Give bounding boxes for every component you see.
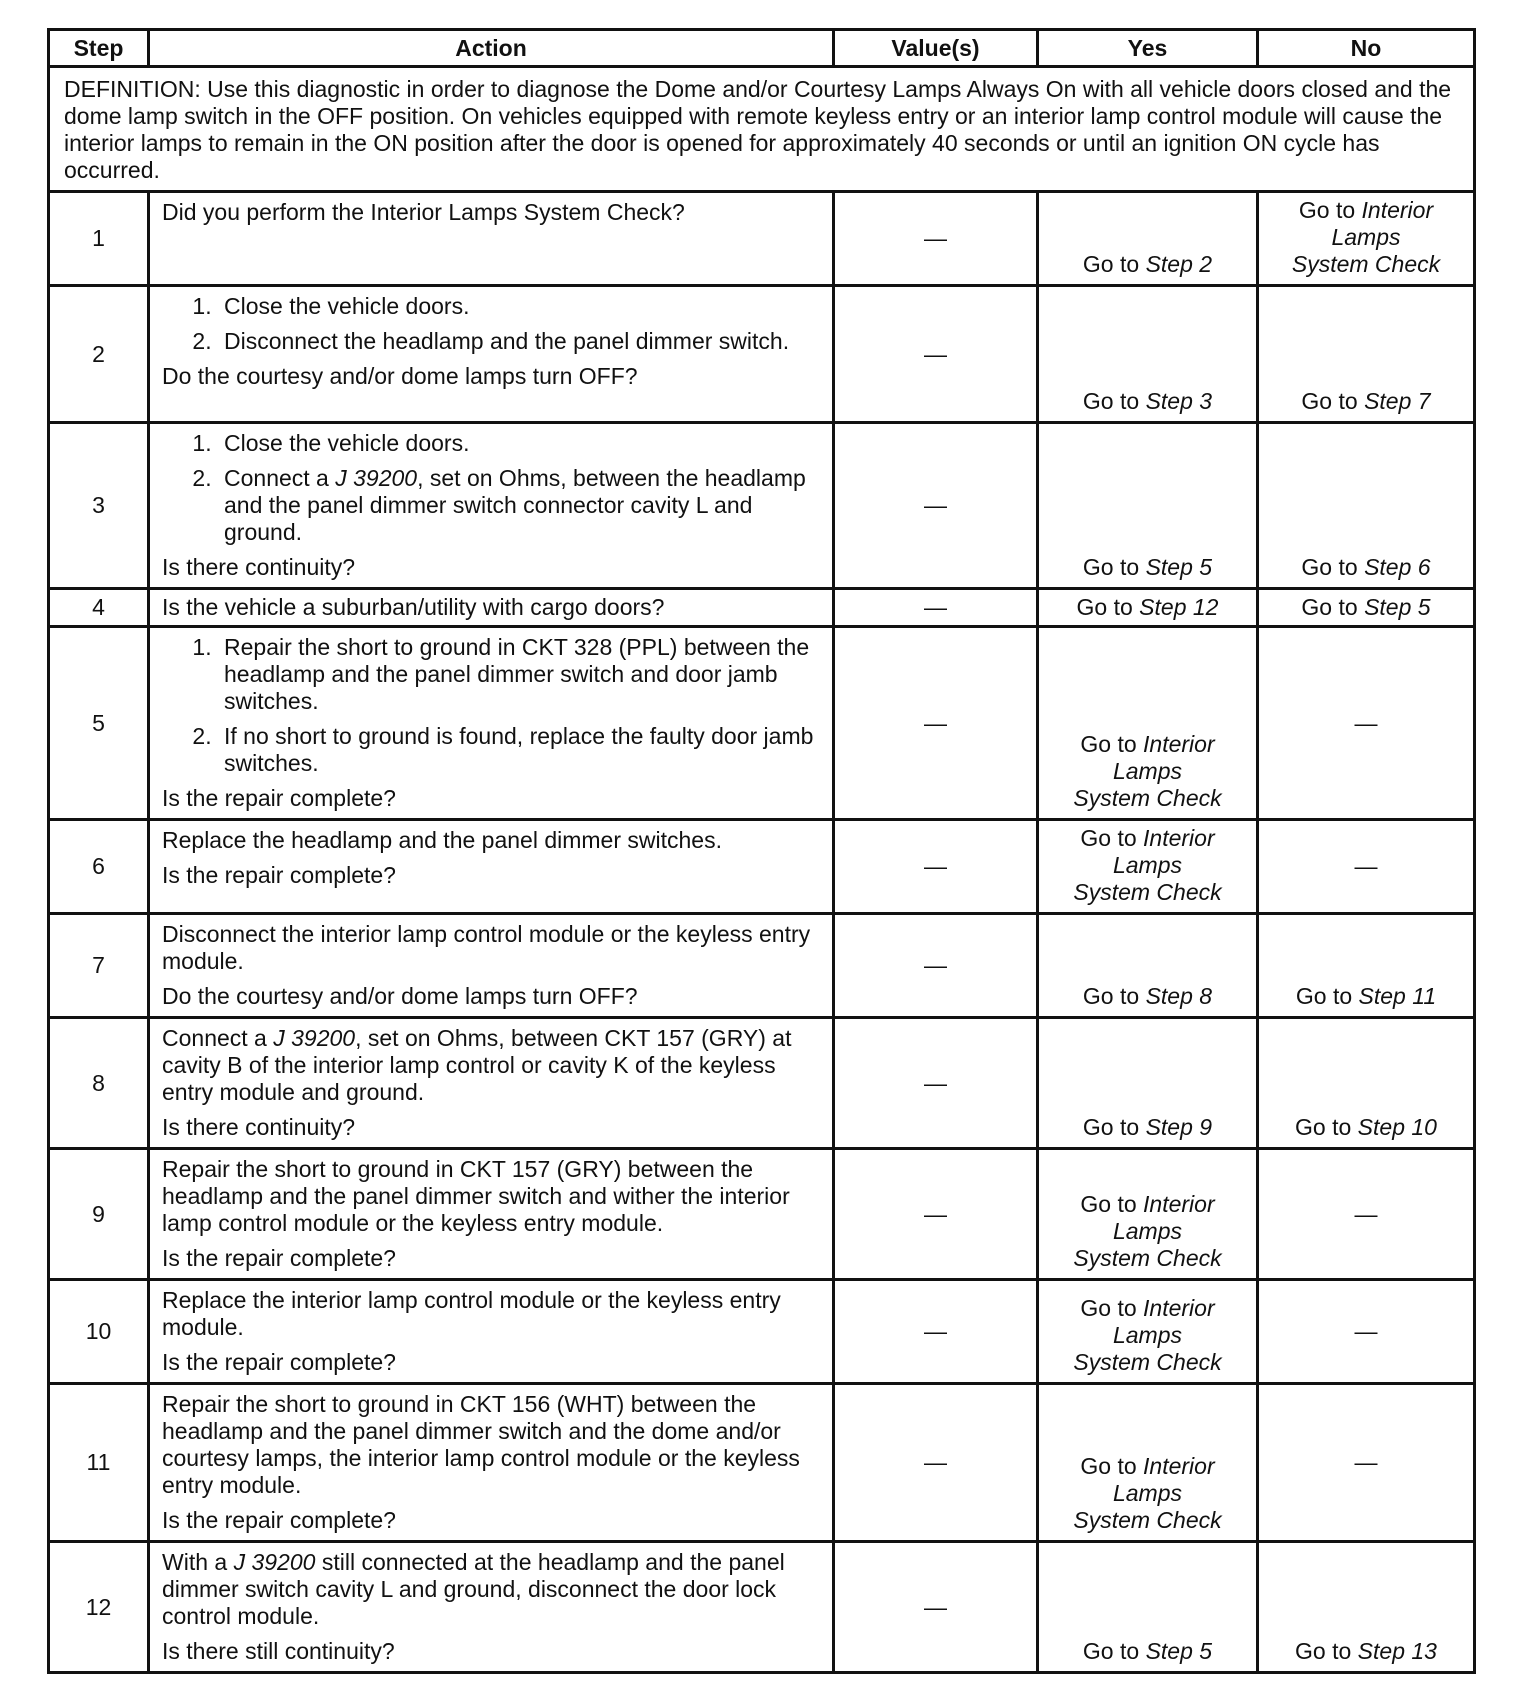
yes-cell [1038,627,1258,820]
table-row [49,192,1475,286]
yes-link[interactable]: Step 5 [1145,1638,1213,1664]
header-action: Action [149,30,834,67]
yes-link-part[interactable]: Lamps [1112,758,1183,784]
tool-name: J 39200 [233,1549,316,1575]
step-number: 11 [49,1384,149,1542]
action-cell [149,1542,834,1673]
yes-link-part[interactable]: System Check [1073,1507,1222,1533]
tool-name: J 39200 [335,465,418,491]
action-text: Repair the short to ground in CKT 157 (GRY) between the headlamp and the panel dimmer switch and wither the interior lamp control module or the keyless entry module. [162,1156,790,1236]
yes-cell [1038,820,1258,914]
goto-text: Go to [1080,825,1137,851]
yes-cell [1038,914,1258,1018]
table-row [49,286,1475,423]
yes-link[interactable]: Interior [1143,731,1215,757]
yes-link[interactable]: Interior [1143,1295,1215,1321]
no-cell: — [1258,1280,1475,1384]
no-link[interactable]: Step 5 [1364,594,1431,620]
action-cell [149,1018,834,1149]
action-question: Did you perform the Interior Lamps System Check? [162,199,685,225]
substep-text: Connect a [224,465,329,491]
yes-link-part[interactable]: System Check [1073,1245,1222,1271]
action-text: Repair the short to ground in CKT 156 (WHT) between the headlamp and the panel dimmer switch and the dome and/or courtesy lamps, the interior lamp control module or the keyless entry module. [162,1391,800,1498]
header-yes: Yes [1038,30,1258,67]
action-cell [149,423,834,589]
no-link-part[interactable]: Lamps [1331,224,1401,250]
action-cell [149,627,834,820]
value-cell: — [834,1384,1038,1542]
action-question: Is the repair complete? [162,785,396,811]
yes-link-part[interactable]: Lamps [1112,1480,1183,1506]
header-values: Value(s) [834,30,1038,67]
no-link[interactable]: Step 6 [1364,554,1431,580]
substep-list [162,293,820,355]
step-number: 1 [49,192,149,286]
yes-link[interactable]: Interior [1143,825,1215,851]
action-cell [149,820,834,914]
yes-link-part[interactable]: System Check [1073,879,1222,905]
no-cell: — [1258,1149,1475,1280]
table-row [49,1149,1475,1280]
yes-link[interactable]: Interior [1143,1453,1215,1479]
goto-text: Go to [1080,731,1137,757]
action-question: Is the repair complete? [162,862,396,888]
step-number: 9 [49,1149,149,1280]
action-cell [149,192,834,286]
no-link[interactable]: Step 10 [1357,1114,1437,1140]
table-row [49,423,1475,589]
substep: 1. Repair the short to ground in CKT 328 (PPL) between the headlamp and the panel dimmer switch and door jamb switches. [218,634,820,715]
table-row [49,914,1475,1018]
table-row [49,1384,1475,1542]
action-question: Do the courtesy and/or dome lamps turn OFF? [162,363,638,389]
yes-link[interactable]: Step 2 [1145,251,1213,277]
table-row [49,589,1475,627]
value-cell: — [834,192,1038,286]
goto-text: Go to [1082,251,1140,277]
no-link[interactable]: Step 7 [1364,388,1431,414]
yes-link[interactable]: Step 8 [1145,983,1213,1009]
yes-cell [1038,589,1258,627]
step-number: 8 [49,1018,149,1149]
yes-link[interactable]: Step 5 [1145,554,1213,580]
value-cell: — [834,914,1038,1018]
yes-cell [1038,1018,1258,1149]
value-cell: — [834,423,1038,589]
no-cell [1258,286,1475,423]
action-cell [149,1384,834,1542]
no-cell [1258,192,1475,286]
action-text-part: still connected at the headlamp and the panel dimmer switch cavity L and ground, disconnect the door lock control module. [162,1549,785,1629]
action-question: Is the repair complete? [162,1245,396,1271]
goto-text: Go to [1301,388,1358,414]
yes-link-part[interactable]: Lamps [1112,1218,1183,1244]
substep [218,465,820,546]
action-cell [149,589,834,627]
no-cell [1258,589,1475,627]
step-number: 5 [49,627,149,820]
action-text-part: Connect a [162,1025,267,1051]
step-number: 10 [49,1280,149,1384]
header-step: Step [49,30,149,67]
no-cell: — [1258,1384,1475,1542]
value-cell: — [834,1280,1038,1384]
value-cell: — [834,627,1038,820]
goto-text: Go to [1082,983,1140,1009]
yes-link[interactable]: Step 12 [1139,594,1219,620]
header-no: No [1258,30,1475,67]
no-cell: — [1258,627,1475,820]
step-number: 7 [49,914,149,1018]
substep-list [162,430,820,546]
diagnostic-table [47,28,1476,1674]
action-text: Replace the interior lamp control module or the keyless entry module. [162,1287,781,1340]
value-cell: — [834,589,1038,627]
action-cell [149,286,834,423]
yes-link-part[interactable]: Lamps [1112,1322,1183,1348]
action-cell [149,1280,834,1384]
table-row [49,1542,1475,1673]
action-cell [149,914,834,1018]
action-text [162,1025,820,1106]
action-question: Do the courtesy and/or dome lamps turn OFF? [162,983,638,1009]
value-cell: — [834,1149,1038,1280]
goto-text: Go to [1295,1114,1352,1140]
yes-cell [1038,1384,1258,1542]
substep-list [162,634,820,777]
goto-text: Go to [1301,594,1358,620]
action-text: Disconnect the interior lamp control module or the keyless entry module. [162,921,811,974]
goto-text: Go to [1298,197,1356,223]
goto-text: Go to [1082,1638,1140,1664]
substep: 1. Close the vehicle doors. [218,293,820,320]
action-text [162,1549,820,1630]
action-question: Is the vehicle a suburban/utility with cargo doors? [162,594,665,620]
value-cell: — [834,1018,1038,1149]
action-cell [149,1149,834,1280]
goto-text: Go to [1080,1295,1137,1321]
yes-link-part[interactable]: Lamps [1112,852,1183,878]
table-row [49,627,1475,820]
step-number: 12 [49,1542,149,1673]
no-cell [1258,423,1475,589]
goto-text: Go to [1295,1638,1352,1664]
yes-link-part[interactable]: System Check [1073,1349,1222,1375]
table-row [49,820,1475,914]
header-row [49,30,1475,67]
yes-cell [1038,423,1258,589]
table-row [49,1280,1475,1384]
definition-row [49,67,1475,192]
value-cell: — [834,820,1038,914]
no-link-part[interactable]: System Check [1291,251,1441,277]
yes-link-part[interactable]: System Check [1073,785,1222,811]
yes-cell [1038,1542,1258,1673]
yes-link[interactable]: Step 9 [1145,1114,1213,1140]
goto-text: Go to [1082,1114,1140,1140]
action-question: Is the repair complete? [162,1507,396,1533]
yes-cell [1038,192,1258,286]
action-text: Replace the headlamp and the panel dimmer switches. [162,827,722,853]
action-question: Is there continuity? [162,554,356,580]
goto-text: Go to [1082,388,1140,414]
no-cell [1258,1018,1475,1149]
action-question: Is there still continuity? [162,1638,395,1664]
yes-cell [1038,1280,1258,1384]
no-cell: — [1258,820,1475,914]
step-number: 6 [49,820,149,914]
substep: 2. Disconnect the headlamp and the panel dimmer switch. [218,328,820,355]
action-text-part: , set on Ohms, between CKT 157 (GRY) at cavity B of the interior lamp control or cavity K of the keyless entry module and ground. [162,1025,792,1105]
value-cell: — [834,1542,1038,1673]
yes-link[interactable]: Interior [1143,1191,1215,1217]
step-number: 4 [49,589,149,627]
no-link[interactable]: Step 13 [1357,1638,1437,1664]
action-question: Is the repair complete? [162,1349,396,1375]
yes-cell [1038,1149,1258,1280]
substep-text: , set on Ohms, between the headlamp and the panel dimmer switch connector cavity L and ground. [224,465,806,545]
no-link[interactable]: Step 11 [1358,983,1437,1009]
table-row [49,1018,1475,1149]
goto-text: Go to [1301,554,1358,580]
goto-text: Go to [1080,1191,1137,1217]
substep: 2. If no short to ground is found, replace the faulty door jamb switches. [218,723,820,777]
goto-text: Go to [1076,594,1133,620]
substep: 1. Close the vehicle doors. [218,430,820,457]
definition-text: DEFINITION: Use this diagnostic in order to diagnose the Dome and/or Courtesy Lamps Always On with all vehicle doors closed and the dome lamp switch in the OFF position. On vehicles equipped with remote keyless entry or an interior lamp control module will cause the interior lamps to remain in the ON position after the door is opened for approximately 40 seconds or until an ignition ON cycle has occurred. [49,67,1475,192]
action-text-part: With a [162,1549,228,1575]
action-question: Is there continuity? [162,1114,356,1140]
goto-text: Go to [1080,1453,1137,1479]
step-number: 2 [49,286,149,423]
step-number: 3 [49,423,149,589]
yes-link[interactable]: Step 3 [1145,388,1213,414]
no-link[interactable]: Interior [1361,197,1434,223]
goto-text: Go to [1082,554,1140,580]
no-cell [1258,1542,1475,1673]
no-cell [1258,914,1475,1018]
yes-cell [1038,286,1258,423]
tool-name: J 39200 [273,1025,356,1051]
goto-text: Go to [1295,983,1353,1009]
value-cell: — [834,286,1038,423]
